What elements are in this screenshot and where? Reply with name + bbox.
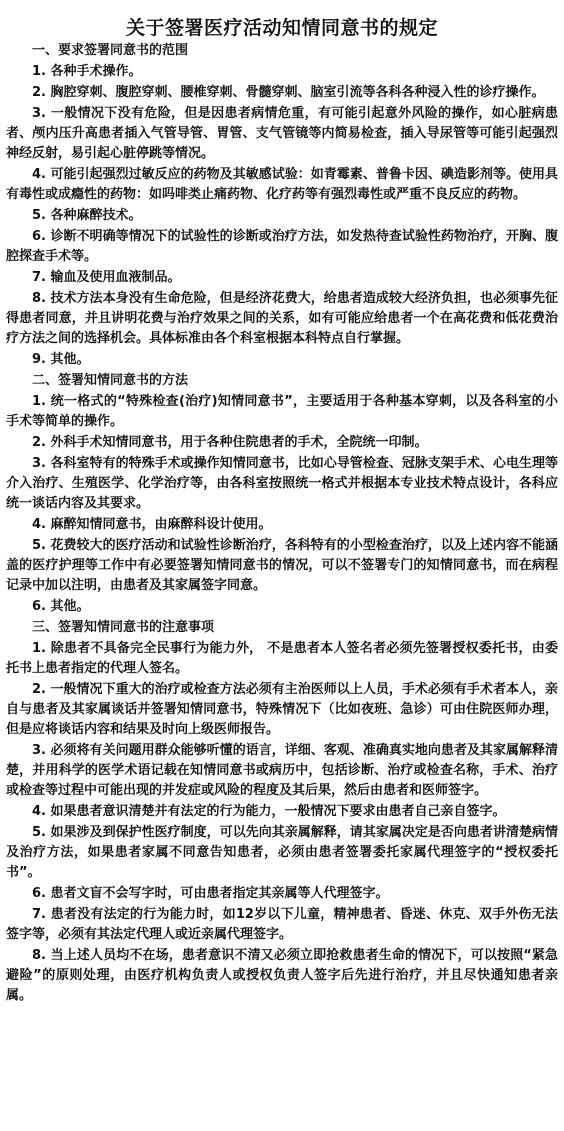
section-scope (6, 41, 558, 370)
list-item: 8. 当上述人员均不在场，患者意识不清又必须立即抢救患者生命的情况下，可以按照“紧急避险”的原则处理，由医疗机构负责人或授权负责人签字后先进行治疗，并且尽快通知患者亲属。 (6, 948, 558, 1003)
list-item: 5. 各种麻醉技术。 (32, 208, 142, 223)
list-item: 7. 输血及使用血液制品。 (32, 270, 181, 285)
list-item: 3. 一般情况下没有危险，但是因患者病情危重，有可能引起意外风险的操作，如心脏病患者、颅内压升高患者插入气管导管、胃管、支气管镜等内简易检查，插入导尿管等可能引起强烈神经反射，易引起心脏停跳等情况。 (6, 106, 558, 161)
list-item: 1. 除患者不具备完全民事行为能力外， 不是患者本人签名者必须先签署授权委托书，由委托书上患者指定的代理人签名。 (6, 641, 558, 676)
list-item: 2. 一般情况下重大的治疗或检查方法必须有主治医师以上人员，手术必须有手术者本人，亲自与患者及其家属谈话并签署知情同意书，特殊情况下（比如夜班、急诊）可由住院医师办理，但是应将谈话内容和结果及时向上级医师报告。 (6, 682, 558, 737)
list-item: 1. 统一格式的“特殊检查(治疗)知情同意书”，主要适用于各种基本穿刺，以及各科室的小手术等简单的操作。 (6, 394, 558, 429)
list-item: 8. 技术方法本身没有生命危险，但是经济花费大，给患者造成较大经济负担，也必须事先征得患者同意，并且讲明花费与治疗效果之间的关系，如有可能应给患者一个在高花费和低花费治疗方法之间的选择机会。具体标准由各个科室根据本科特点自行掌握。 (6, 291, 558, 346)
document-page (6, 16, 558, 1007)
list-item: 3. 必须将有关问题用群众能够听懂的语言，详细、客观、准确真实地向患者及其家属解释清楚，并用科学的医学术语记载在知情同意书或病历中，包括诊断、治疗或检查名称，手术、治疗或检查等过程中可能出现的并发症或风险的程度及其后果，然后由患者和医师签字。 (6, 743, 558, 798)
list-item: 9. 其他。 (32, 352, 90, 367)
list-item: 4. 麻醉知情同意书，由麻醉科设计使用。 (32, 517, 272, 532)
list-item: 6. 患者文盲不会写字时，可由患者指定其亲属等人代理签字。 (32, 886, 389, 901)
document-title: 关于签署医疗活动知情同意书的规定 (125, 17, 438, 39)
section-heading: 二、签署知情同意书的方法 (32, 373, 189, 388)
section-method (6, 371, 558, 617)
section-heading: 三、签署知情同意书的注意事项 (32, 620, 215, 635)
list-item: 6. 诊断不明确等情况下的试验性的诊断或治疗方法，如发热待查试验性药物治疗，开胸、腹腔探查手术等。 (6, 229, 558, 264)
list-item: 7. 患者没有法定的行为能力时，如12岁以下儿童，精神患者、昏迷、休克、双手外伤无法签字等，必须有其法定代理人或近亲属代理签字。 (6, 907, 558, 942)
section-heading: 一、要求签署同意书的范围 (32, 43, 189, 58)
list-item: 6. 其他。 (32, 599, 90, 614)
list-item: 2. 外科手术知情同意书，用于各种住院患者的手术，全院统一印制。 (32, 435, 428, 450)
list-item: 4. 如果患者意识清楚并有法定的行为能力，一般情况下要求由患者自己亲自签字。 (32, 804, 506, 819)
list-item: 3. 各科室特有的特殊手术或操作知情同意书，比如心导管检查、冠脉支架手术、心电生理等介入治疗、生殖医学、化学治疗等，由各科室按照统一格式并根据本专业技术特点设计，各科应统一谈话内容及其要求。 (6, 456, 558, 511)
list-item: 2. 胸腔穿刺、腹腔穿刺、腰椎穿刺、骨髓穿刺、脑室引流等各科各种浸入性的诊疗操作。 (32, 85, 545, 100)
list-item: 1. 各种手术操作。 (32, 64, 142, 79)
list-item: 5. 花费较大的医疗活动和试验性诊断治疗，各科特有的小型检查治疗，以及上述内容不能涵盖的医疗护理等工作中有必要签署知情同意书的情况，可以不签署专门的知情同意书，而在病程记录中加以注明，由患者及其家属签字同意。 (6, 538, 558, 593)
list-item: 5. 如果涉及到保护性医疗制度，可以先向其亲属解释，请其家属决定是否向患者讲清楚病情及治疗方法，如果患者家属不同意告知患者，必须由患者签署委托家属代理签字的“授权委托书”。 (6, 825, 558, 880)
list-item: 4. 可能引起强烈过敏反应的药物及其敏感试验：如青霉素、普鲁卡因、碘造影剂等。使用具有毒性或成瘾性的药物：如吗啡类止痛药物、化疗药等有强烈毒性或严重不良反应的药物。 (6, 167, 558, 202)
section-notes (6, 618, 558, 1006)
